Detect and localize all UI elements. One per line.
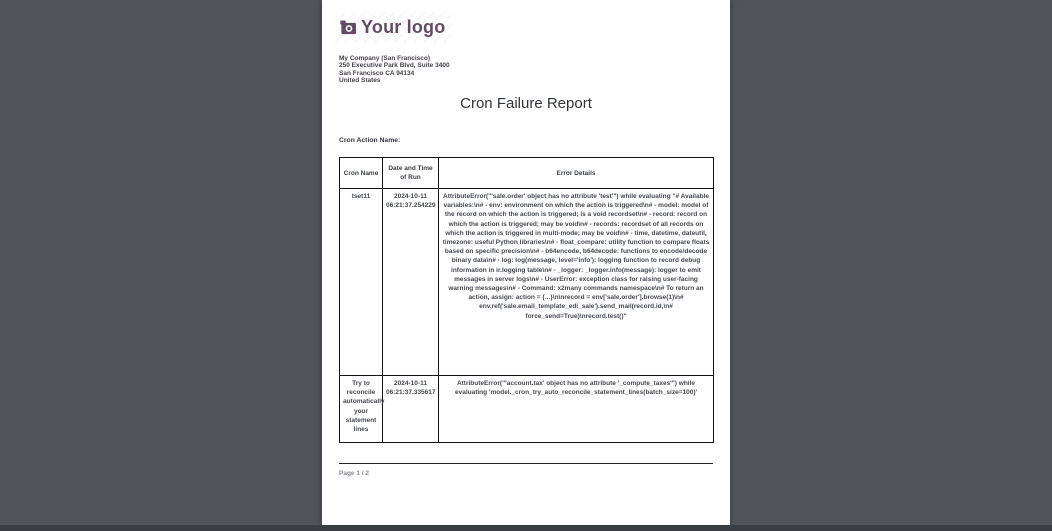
- cell-error-details: [439, 376, 714, 443]
- cell-cron-name: Try to reconcile automatically your statement lines: [340, 376, 383, 443]
- col-header-cron-name: Cron Name: [340, 158, 383, 189]
- cell-run-datetime: 2024-10-11 06:21:37.335617: [383, 376, 439, 443]
- address-line-company: My Company (San Francisco): [339, 55, 431, 62]
- table-row: [340, 189, 714, 376]
- company-address: [339, 55, 450, 85]
- company-logo: [335, 12, 452, 43]
- window-edge: [0, 525, 1052, 531]
- cell-error-details: [439, 189, 714, 376]
- report-title: Cron Failure Report: [460, 95, 592, 112]
- col-header-run-datetime: Date and Time of Run: [383, 158, 439, 189]
- cron-failure-table: [339, 157, 714, 443]
- address-line-country: United States: [339, 77, 381, 85]
- cell-run-datetime: 2024-10-11 06:21:37.254229: [383, 189, 439, 376]
- error-text: AttributeError("'account.tax' object has no attribute '_compute_taxes'") while evaluating 'model._cron_try_auto_reconcile_statement_lines(batch_size=100)': [454, 380, 698, 397]
- address-line-street: 250 Executive Park Blvd, Suite 3400: [339, 62, 450, 70]
- error-text: AttributeError("'sale.order' object has no attribute 'test'") while evaluating "# Available variables:\n# - env: environment on which the action is triggered\n# - model: model of the record on which the action is triggered; is a void recordset\n# - record: record on which the action is triggered; may be void\n# - records: recordset of all records on which the action is triggered in multi-mode; may be void\n# - time, datetime, dateutil, timezone: useful Python libraries\n# - float_compare: utility function to compare floats based on specific precision\n# - b64encode, b64decode: functions to encode/decode binary data\n# - log: log(message, level='info'): logging function to record debug information in ir.logging table\n# - _logger: _logger.info(message): logger to emit messages in server logs\n# - UserError: exception class for raising user-facing warning messages\n# - Command: x2many commands namespace\n# To return an action, assign: action = {...}\n\nrecord = env['sale.order'].browse(1)\n# env.ref('sale.email_template_edi_sale').send_mail(record.id,\n# force_send=True)\nrecord.test()": [442, 193, 710, 320]
- logo-text: Your logo: [361, 17, 446, 37]
- cron-action-name-label: Cron Action Name:: [339, 137, 401, 144]
- footer-divider: [339, 463, 713, 464]
- table-header-row: [340, 158, 714, 189]
- address-line-city: San Francisco CA 94134: [339, 69, 415, 77]
- table-row: [340, 376, 714, 443]
- cell-cron-name: tset11: [340, 189, 383, 376]
- camera-icon: [340, 20, 356, 35]
- report-page: [322, 0, 730, 525]
- col-header-error-details: Error Details: [439, 158, 714, 189]
- page-number: Page 1 / 2: [339, 470, 369, 477]
